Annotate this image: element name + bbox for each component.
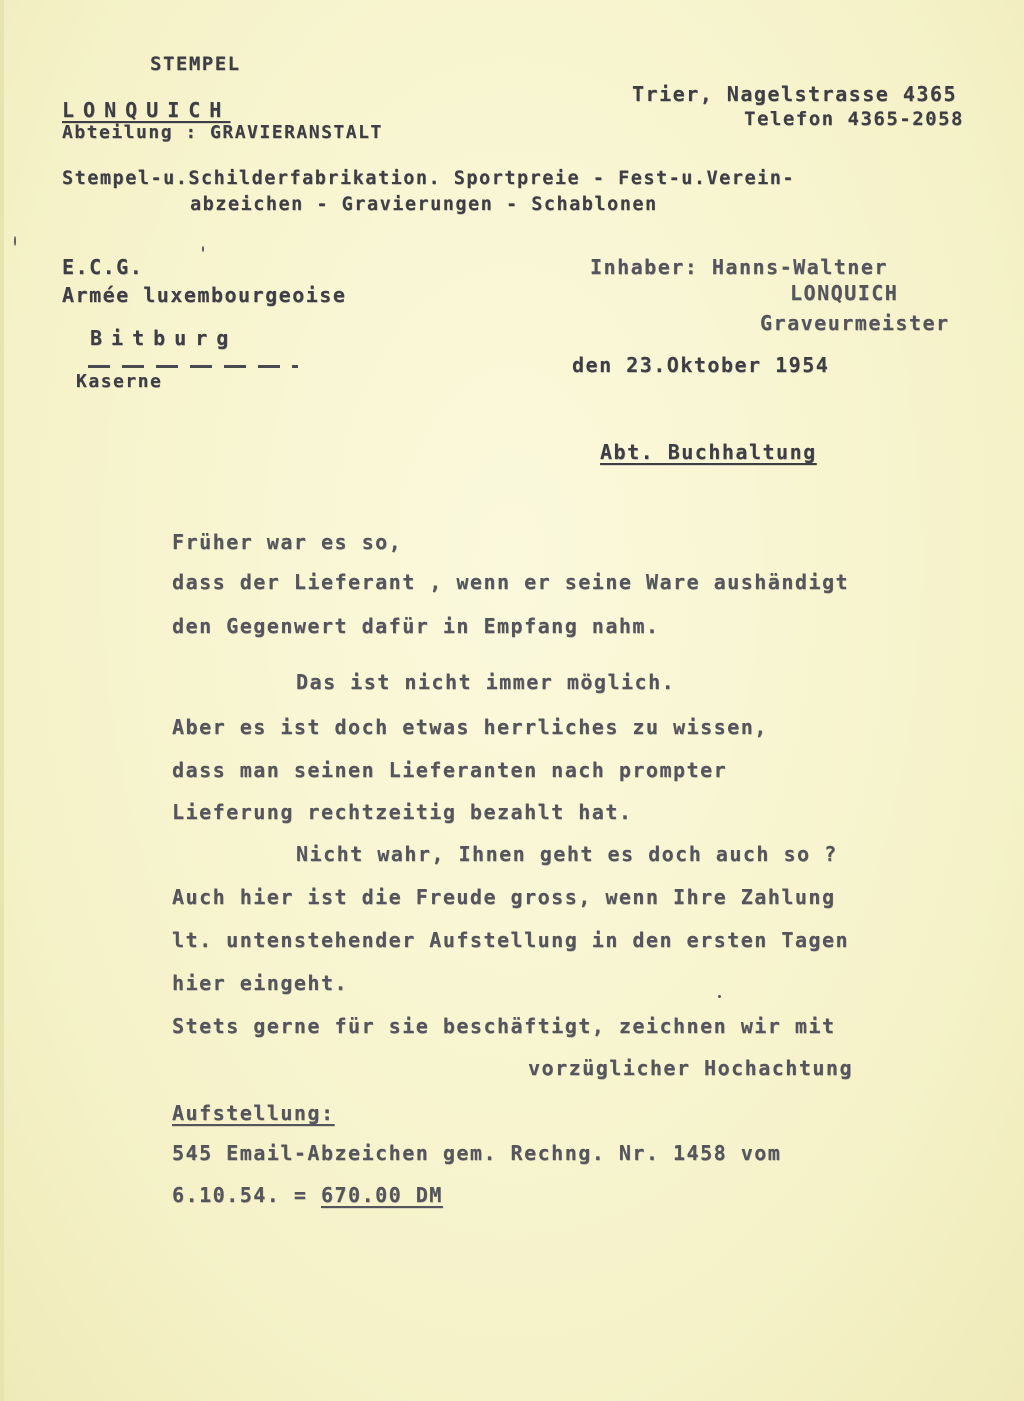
listing-date-prefix: 6.10.54. = bbox=[172, 1183, 321, 1207]
stamp-label: STEMPEL bbox=[150, 53, 241, 75]
owner-line-1: Inhaber: Hanns-Waltner bbox=[590, 255, 888, 279]
listing-amount: 670.00 DM bbox=[320, 1183, 443, 1207]
closing-salutation: vorzüglicher Hochachtung bbox=[528, 1056, 853, 1080]
owner-line-3: Graveurmeister bbox=[760, 311, 950, 335]
body-line: Früher war es so, bbox=[172, 530, 403, 554]
department-line: Abteilung : GRAVIERANSTALT bbox=[62, 122, 383, 143]
body-line: Nicht wahr, Ihnen geht es doch auch so ? bbox=[296, 842, 838, 866]
listing-line-1: 545 Email-Abzeichen gem. Rechng. Nr. 1458 vom bbox=[172, 1141, 782, 1165]
body-line: Stets gerne für sie beschäftigt, zeichnen wir mit bbox=[172, 1014, 836, 1038]
body-line: Das ist nicht immer möglich. bbox=[296, 670, 676, 694]
recipient-city: Bitburg bbox=[90, 326, 238, 350]
recipient-line-1: E.C.G. bbox=[62, 255, 144, 279]
department-reference: Abt. Buchhaltung bbox=[600, 440, 817, 464]
recipient-line-4: Kaserne bbox=[76, 371, 163, 392]
scan-edge bbox=[0, 0, 4, 1401]
body-line: hier eingeht. bbox=[172, 971, 349, 995]
business-line-2: abzeichen - Gravierungen - Schablonen bbox=[190, 194, 658, 215]
recipient-line-2: Armée luxembourgeoise bbox=[62, 283, 347, 307]
body-line: lt. untenstehender Aufstellung in den ersten Tagen bbox=[172, 928, 850, 952]
paper-speck bbox=[718, 995, 721, 998]
body-line: Lieferung rechtzeitig bezahlt hat. bbox=[172, 800, 633, 824]
listing-heading: Aufstellung: bbox=[172, 1101, 335, 1125]
body-line: Aber es ist doch etwas herrliches zu wissen, bbox=[172, 715, 768, 739]
owner-line-2: LONQUICH bbox=[790, 281, 899, 305]
listing-line-2 bbox=[172, 1185, 443, 1205]
body-line: Auch hier ist die Freude gross, wenn Ihre Zahlung bbox=[172, 885, 836, 909]
city-underline-dashes bbox=[88, 365, 298, 368]
business-line-1: Stempel-u.Schilderfabrikation. Sportpreie - Fest-u.Verein- bbox=[62, 168, 796, 189]
body-line: dass man seinen Lieferanten nach prompter bbox=[172, 758, 728, 782]
letter-date: den 23.Oktober 1954 bbox=[572, 353, 830, 377]
company-name: LONQUICH bbox=[62, 98, 231, 122]
paper-speck bbox=[14, 236, 16, 246]
body-line: den Gegenwert dafür in Empfang nahm. bbox=[172, 614, 660, 638]
paper-speck bbox=[202, 246, 204, 252]
sender-phone: Telefon 4365-2058 bbox=[744, 108, 964, 130]
sender-address: Trier, Nagelstrasse 4365 bbox=[632, 82, 957, 106]
body-line: dass der Lieferant , wenn er seine Ware aushändigt bbox=[172, 570, 850, 594]
